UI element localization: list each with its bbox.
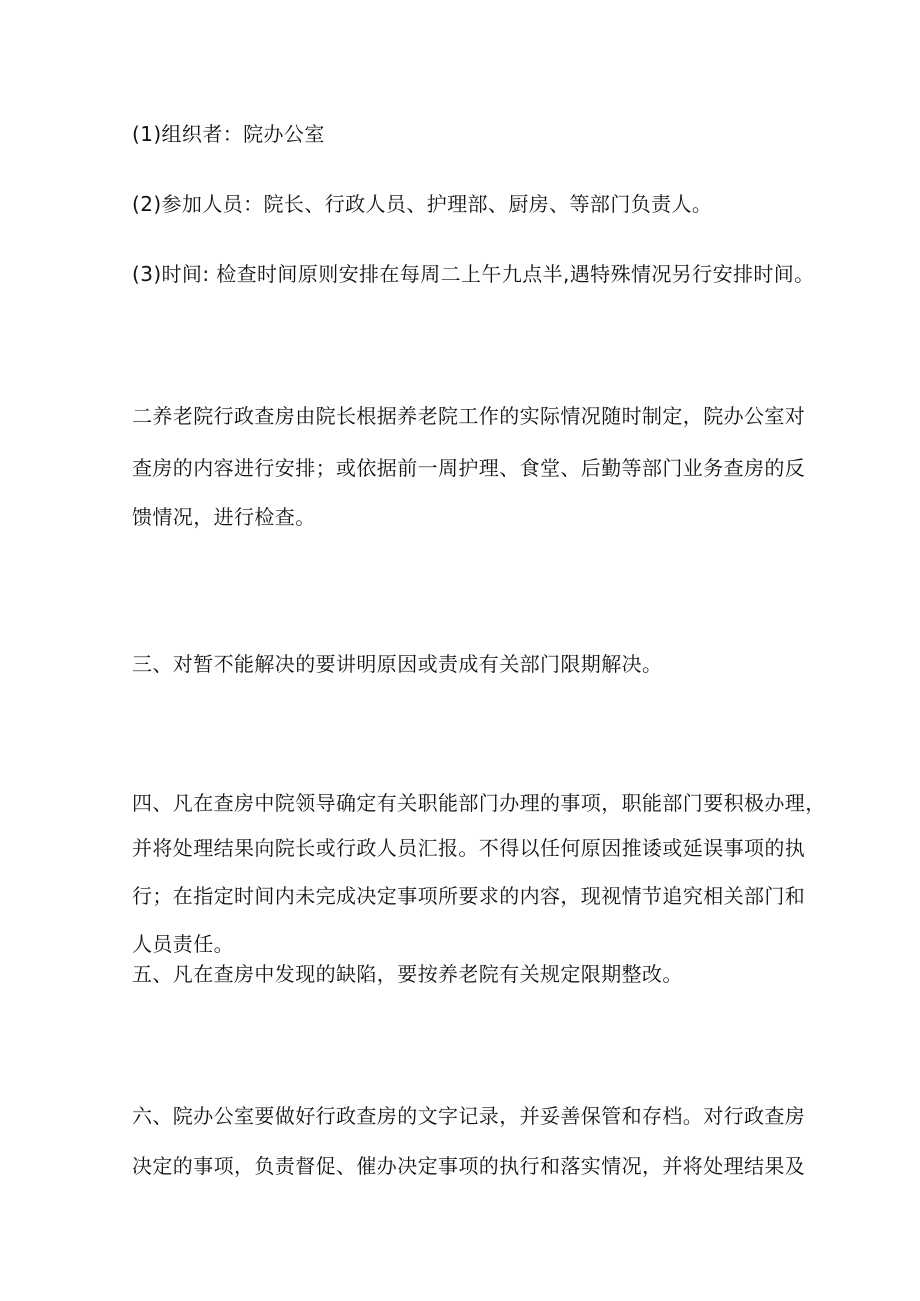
item-participants: (2)参加人员：院长、行政人员、护理部、厨房、等部门负责人。 (132, 192, 713, 216)
section-six-line-2: 决定的事项，负责督促、催办决定事项的执行和落实情况，并将处理结果及 (132, 1154, 806, 1178)
section-two-line-2: 查房的内容进行安排；或依据前一周护理、食堂、后勤等部门业务查房的反 (132, 456, 806, 480)
section-four-line-3: 行；在指定时间内未完成决定事项所要求的内容，现视情节追究相关部门和 (132, 884, 806, 908)
section-four-line-4: 人员责任。 (132, 932, 234, 956)
section-two-line-3: 馈情况，进行检查。 (132, 505, 316, 529)
section-three-line-1: 三、对暂不能解决的要讲明原因或责成有关部门限期解决。 (132, 652, 663, 676)
item-time: (3)时间: 检查时间原则安排在每周二上午九点半,遇特殊情况另行安排时间。 (132, 262, 815, 286)
section-six-line-1: 六、院办公室要做好行政查房的文字记录，并妥善保管和存档。对行政查房 (132, 1104, 806, 1128)
section-four-line-1: 四、凡在查房中院领导确定有关职能部门办理的事项，职能部门要积极办理， (132, 791, 826, 815)
item-organizer: (1)组织者：院办公室 (132, 122, 325, 146)
section-two-line-1: 二养老院行政查房由院长根据养老院工作的实际情况随时制定，院办公室对 (132, 404, 806, 428)
section-five-line-1: 五、凡在查房中发现的缺陷，要按养老院有关规定限期整改。 (132, 962, 683, 986)
section-four-line-2: 并将处理结果向院长或行政人员汇报。不得以任何原因推诿或延误事项的执 (132, 836, 806, 860)
